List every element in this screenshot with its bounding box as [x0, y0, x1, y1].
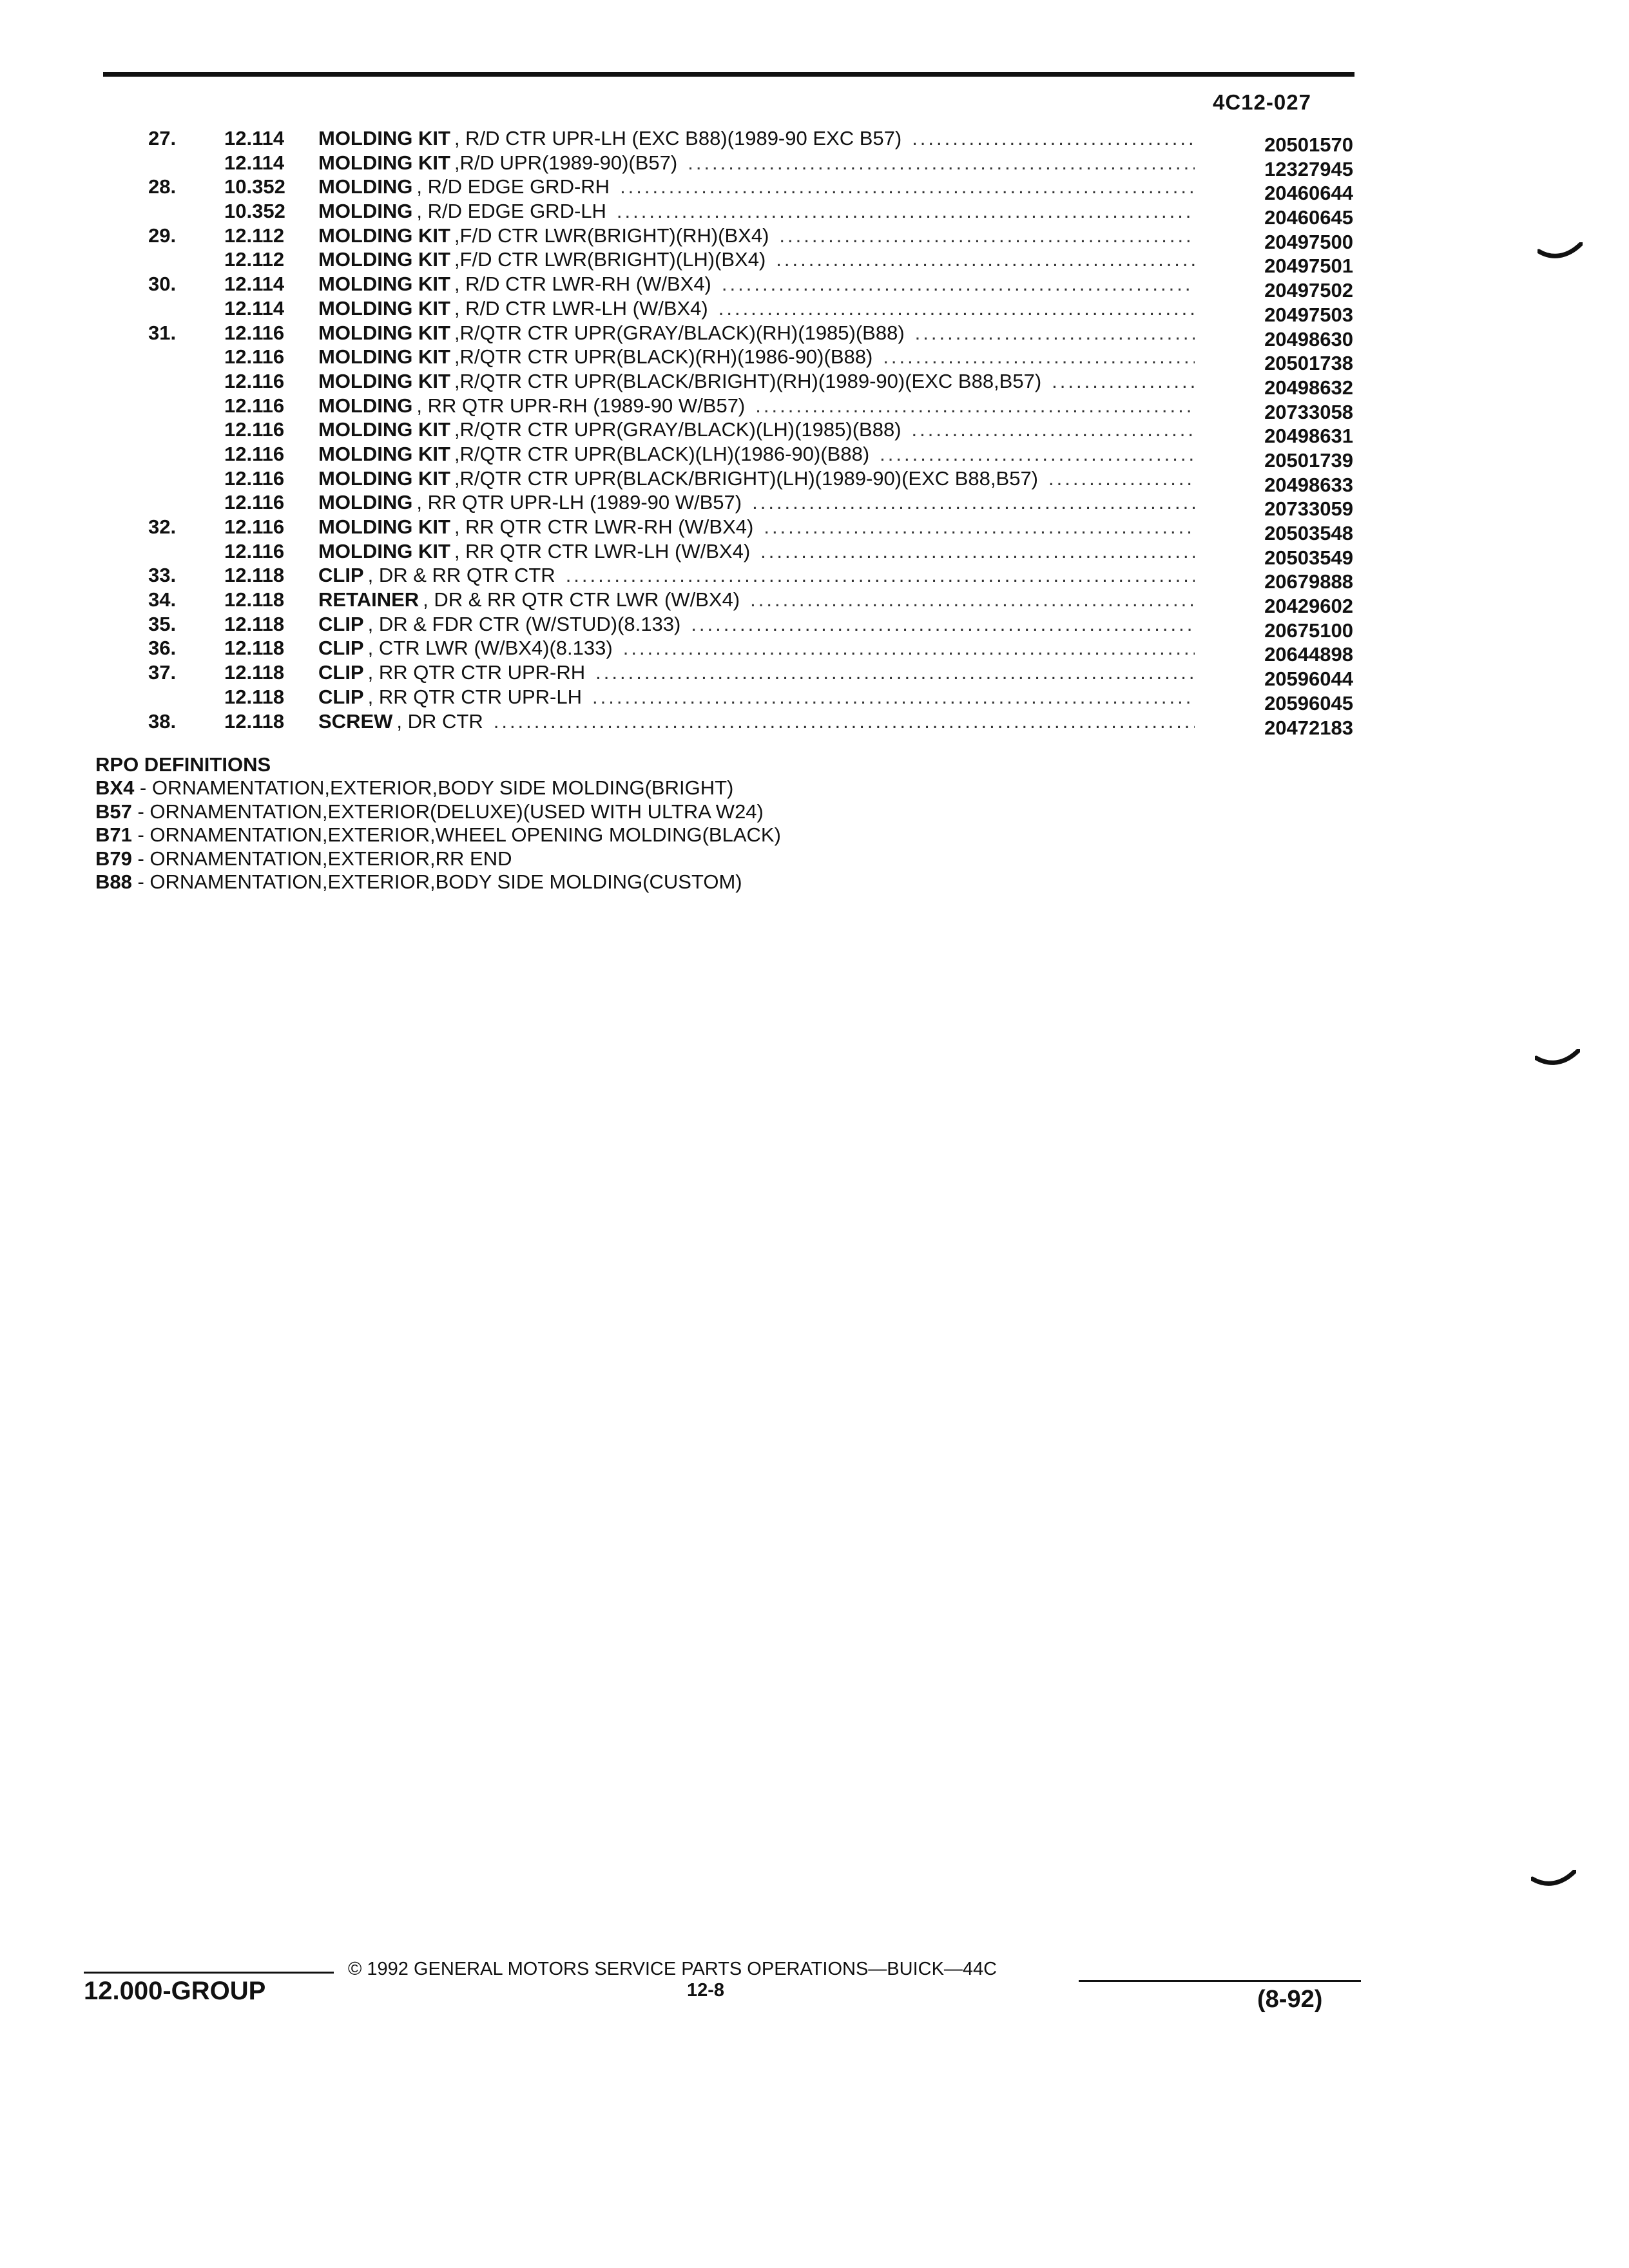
part-name: MOLDING KIT [318, 296, 450, 320]
part-detail: ,R/QTR CTR UPR(BLACK/BRIGHT)(RH)(1989-90)(EXC B88,B57) [454, 369, 1042, 392]
rpo-definition [95, 776, 781, 800]
footer-rule-left [84, 1972, 334, 1974]
dot-leader [617, 199, 1195, 223]
rpo-definition [95, 870, 781, 894]
part-name: CLIP [318, 661, 364, 684]
group-number: 12.118 [224, 564, 285, 587]
part-detail: ,F/D CTR LWR(BRIGHT)(RH)(BX4) [454, 224, 769, 247]
footer-rule-right [1079, 1980, 1361, 1982]
part-description [318, 151, 1200, 175]
part-description [318, 296, 1200, 320]
item-number: 27. [148, 127, 177, 149]
part-description [318, 394, 1200, 418]
part-detail: , RR QTR UPR-RH (1989-90 W/B57) [416, 394, 746, 417]
dot-leader [722, 272, 1195, 296]
part-number: 20644898 [1264, 643, 1353, 666]
part-detail: , R/D EDGE GRD-LH [416, 200, 606, 223]
part-detail: ,R/QTR CTR UPR(BLACK)(RH)(1986-90)(B88) [454, 345, 873, 369]
part-description [318, 224, 1200, 247]
group-number: 12.116 [224, 442, 285, 465]
part-name: MOLDING KIT [318, 369, 450, 392]
part-detail: ,F/D CTR LWR(BRIGHT)(LH)(BX4) [454, 248, 766, 271]
group-number: 12.116 [224, 466, 285, 490]
rpo-code: B57 [95, 800, 132, 823]
part-number: 20497502 [1264, 279, 1353, 302]
part-number: 20460644 [1264, 182, 1353, 205]
rpo-text: - ORNAMENTATION,EXTERIOR,BODY SIDE MOLDING(CUSTOM) [131, 870, 742, 893]
dot-leader [760, 539, 1195, 563]
dot-leader [750, 588, 1195, 611]
rpo-text: - ORNAMENTATION,EXTERIOR(DELUXE)(USED WITH ULTRA W24) [131, 800, 764, 823]
rpo-definition [95, 800, 781, 824]
part-name: MOLDING [318, 491, 413, 514]
part-number: 20497503 [1264, 303, 1353, 326]
part-detail: , RR QTR CTR UPR-RH [367, 661, 586, 684]
parts-row [129, 515, 1366, 544]
part-name: MOLDING KIT [318, 345, 450, 369]
part-number: 20472183 [1264, 716, 1353, 739]
binder-punch-mark [1531, 1870, 1576, 1888]
parts-row [129, 709, 1366, 739]
parts-row [129, 345, 1366, 375]
part-name: MOLDING KIT [318, 442, 450, 465]
part-detail: ,R/QTR CTR UPR(BLACK)(LH)(1986-90)(B88) [454, 442, 870, 465]
part-detail: ,R/QTR CTR UPR(GRAY/BLACK)(LH)(1985)(B88) [454, 418, 901, 441]
group-number: 12.114 [224, 296, 285, 320]
part-number: 20503549 [1264, 546, 1353, 569]
rpo-code: BX4 [95, 776, 135, 799]
group-number: 12.118 [224, 588, 285, 611]
part-description [318, 345, 1200, 369]
part-name: MOLDING [318, 175, 413, 198]
part-detail: , R/D EDGE GRD-RH [416, 175, 610, 198]
item-number: 37. [148, 661, 177, 684]
item-number: 33. [148, 564, 177, 587]
dot-leader [764, 515, 1195, 539]
part-name: SCREW [318, 709, 393, 733]
part-number: 20498633 [1264, 473, 1353, 496]
parts-row [129, 369, 1366, 399]
item-number: 38. [148, 709, 177, 733]
parts-row [129, 685, 1366, 715]
page-code: 4C12-027 [1213, 90, 1311, 114]
parts-row [129, 247, 1366, 278]
parts-row [129, 636, 1366, 666]
dot-leader [718, 296, 1195, 320]
dot-leader [915, 321, 1195, 345]
parts-row [129, 151, 1366, 180]
part-detail: , DR CTR [396, 709, 483, 733]
part-detail: , DR & RR QTR CTR LWR (W/BX4) [423, 588, 740, 611]
group-number: 12.118 [224, 612, 285, 635]
dot-leader [776, 247, 1195, 271]
dot-leader [912, 126, 1195, 150]
part-number: 20501570 [1264, 133, 1353, 156]
parts-row [129, 563, 1366, 593]
dot-leader [592, 685, 1195, 709]
parts-row [129, 224, 1366, 253]
parts-row [129, 126, 1366, 156]
part-name: MOLDING KIT [318, 151, 450, 174]
footer-group: 12.000-GROUP [84, 1977, 266, 2005]
part-detail: , R/D CTR LWR-LH (W/BX4) [454, 296, 708, 320]
part-detail: , RR QTR CTR LWR-LH (W/BX4) [454, 539, 751, 562]
part-number: 20679888 [1264, 570, 1353, 593]
part-description [318, 539, 1200, 563]
part-name: CLIP [318, 637, 364, 660]
part-name: RETAINER [318, 588, 419, 611]
rpo-definition [95, 847, 781, 871]
part-number: 20498630 [1264, 327, 1353, 351]
part-name: MOLDING KIT [318, 127, 450, 149]
binder-punch-mark [1537, 242, 1583, 260]
part-description [318, 685, 1200, 709]
dot-leader [755, 394, 1195, 418]
part-detail: , R/D CTR LWR-RH (W/BX4) [454, 273, 711, 296]
part-description [318, 272, 1200, 296]
parts-row [129, 418, 1366, 448]
group-number: 12.112 [224, 224, 285, 247]
item-number: 32. [148, 515, 177, 538]
dot-leader [880, 442, 1195, 466]
group-number: 12.118 [224, 685, 285, 708]
part-number: 20497500 [1264, 230, 1353, 253]
part-description [318, 442, 1200, 466]
parts-row [129, 272, 1366, 302]
part-detail: , CTR LWR (W/BX4)(8.133) [367, 637, 613, 660]
part-number: 20733058 [1264, 400, 1353, 423]
part-description [318, 660, 1200, 684]
parts-row [129, 539, 1366, 569]
part-detail: , DR & RR QTR CTR [367, 564, 555, 587]
group-number: 12.116 [224, 394, 285, 417]
part-detail: , DR & FDR CTR (W/STUD)(8.133) [367, 612, 681, 635]
part-description [318, 199, 1200, 223]
group-number: 12.116 [224, 491, 285, 514]
part-number: 20733059 [1264, 497, 1353, 521]
rpo-code: B88 [95, 870, 132, 893]
dot-leader [1048, 466, 1195, 490]
part-description [318, 636, 1200, 660]
part-name: MOLDING KIT [318, 273, 450, 296]
part-name: MOLDING KIT [318, 418, 450, 441]
dot-leader [1052, 369, 1195, 393]
dot-leader [620, 175, 1195, 198]
part-number: 20501738 [1264, 352, 1353, 375]
group-number: 12.116 [224, 539, 285, 562]
item-number: 36. [148, 637, 177, 660]
part-number: 12327945 [1264, 157, 1353, 180]
part-name: MOLDING KIT [318, 515, 450, 538]
part-number: 20596044 [1264, 668, 1353, 691]
group-number: 10.352 [224, 200, 285, 223]
group-number: 12.116 [224, 418, 285, 441]
top-rule [103, 72, 1354, 77]
part-name: MOLDING KIT [318, 321, 450, 344]
dot-leader [566, 563, 1195, 587]
footer-copyright: © 1992 GENERAL MOTORS SERVICE PARTS OPERATIONS—BUICK—44C [348, 1959, 998, 1979]
part-detail: , RR QTR UPR-LH (1989-90 W/B57) [416, 491, 742, 514]
group-number: 12.116 [224, 515, 285, 538]
dot-leader [779, 224, 1195, 247]
item-number: 29. [148, 224, 177, 247]
part-name: MOLDING [318, 394, 413, 417]
group-number: 12.118 [224, 637, 285, 660]
part-name: CLIP [318, 685, 364, 708]
part-detail: , RR QTR CTR UPR-LH [367, 685, 583, 708]
parts-row [129, 321, 1366, 351]
part-description [318, 247, 1200, 271]
part-name: MOLDING [318, 200, 413, 223]
group-number: 10.352 [224, 175, 285, 198]
part-detail: ,R/QTR CTR UPR(GRAY/BLACK)(RH)(1985)(B88) [454, 321, 905, 344]
parts-row [129, 490, 1366, 521]
dot-leader [912, 418, 1195, 441]
part-detail: ,R/D UPR(1989-90)(B57) [454, 151, 678, 174]
dot-leader [752, 490, 1195, 514]
part-name: MOLDING KIT [318, 224, 450, 247]
parts-row [129, 175, 1366, 205]
group-number: 12.116 [224, 345, 285, 369]
part-description [318, 175, 1200, 198]
part-description [318, 466, 1200, 490]
part-description [318, 588, 1200, 611]
part-detail: ,R/QTR CTR UPR(BLACK/BRIGHT)(LH)(1989-90)(EXC B88,B57) [454, 466, 1039, 490]
part-number: 20498631 [1264, 425, 1353, 448]
part-name: MOLDING KIT [318, 539, 450, 562]
part-detail: , RR QTR CTR LWR-RH (W/BX4) [454, 515, 754, 538]
parts-row [129, 199, 1366, 229]
parts-row [129, 612, 1366, 642]
group-number: 12.116 [224, 321, 285, 344]
part-number: 20596045 [1264, 691, 1353, 715]
part-number: 20498632 [1264, 376, 1353, 399]
group-number: 12.114 [224, 127, 285, 149]
part-name: MOLDING KIT [318, 466, 450, 490]
part-name: CLIP [318, 612, 364, 635]
part-description [318, 709, 1200, 733]
parts-row [129, 296, 1366, 326]
rpo-definition [95, 823, 781, 847]
part-number: 20503548 [1264, 522, 1353, 544]
part-number: 20497501 [1264, 255, 1353, 278]
part-detail: , R/D CTR UPR-LH (EXC B88)(1989-90 EXC B57) [454, 127, 902, 149]
item-number: 31. [148, 321, 177, 344]
dot-leader [494, 709, 1195, 733]
rpo-title: RPO DEFINITIONS [95, 753, 271, 776]
rpo-code: B71 [95, 823, 132, 846]
footer-page-number: 12-8 [687, 1980, 725, 2001]
part-number: 20460645 [1264, 206, 1353, 229]
item-number: 35. [148, 612, 177, 635]
part-description [318, 515, 1200, 539]
dot-leader [595, 660, 1195, 684]
part-number: 20429602 [1264, 595, 1353, 618]
dot-leader [691, 612, 1195, 636]
part-description [318, 321, 1200, 345]
rpo-text: - ORNAMENTATION,EXTERIOR,BODY SIDE MOLDING(BRIGHT) [134, 776, 734, 799]
part-number: 20675100 [1264, 619, 1353, 642]
group-number: 12.118 [224, 709, 285, 733]
dot-leader [623, 636, 1195, 660]
part-description [318, 126, 1200, 150]
rpo-text: - ORNAMENTATION,EXTERIOR,RR END [131, 847, 512, 870]
part-number: 20501739 [1264, 448, 1353, 472]
rpo-text: - ORNAMENTATION,EXTERIOR,WHEEL OPENING MOLDING(BLACK) [131, 823, 781, 846]
part-description [318, 369, 1200, 393]
part-name: CLIP [318, 564, 364, 587]
parts-row [129, 466, 1366, 496]
item-number: 30. [148, 273, 177, 296]
dot-leader [688, 151, 1195, 175]
part-name: MOLDING KIT [318, 248, 450, 271]
group-number: 12.112 [224, 248, 285, 271]
part-description [318, 490, 1200, 514]
rpo-definitions [95, 753, 781, 894]
item-number: 34. [148, 588, 177, 611]
part-description [318, 612, 1200, 636]
part-description [318, 563, 1200, 587]
footer-date: (8-92) [1257, 1986, 1323, 2013]
group-number: 12.116 [224, 369, 285, 392]
part-description [318, 418, 1200, 441]
dot-leader [883, 345, 1195, 369]
binder-punch-mark [1535, 1049, 1580, 1067]
rpo-code: B79 [95, 847, 132, 870]
parts-row [129, 660, 1366, 691]
group-number: 12.114 [224, 151, 285, 174]
item-number: 28. [148, 175, 177, 198]
parts-row [129, 588, 1366, 618]
parts-row [129, 442, 1366, 472]
parts-row [129, 394, 1366, 423]
group-number: 12.118 [224, 661, 285, 684]
group-number: 12.114 [224, 273, 285, 296]
parts-list [129, 126, 1366, 739]
